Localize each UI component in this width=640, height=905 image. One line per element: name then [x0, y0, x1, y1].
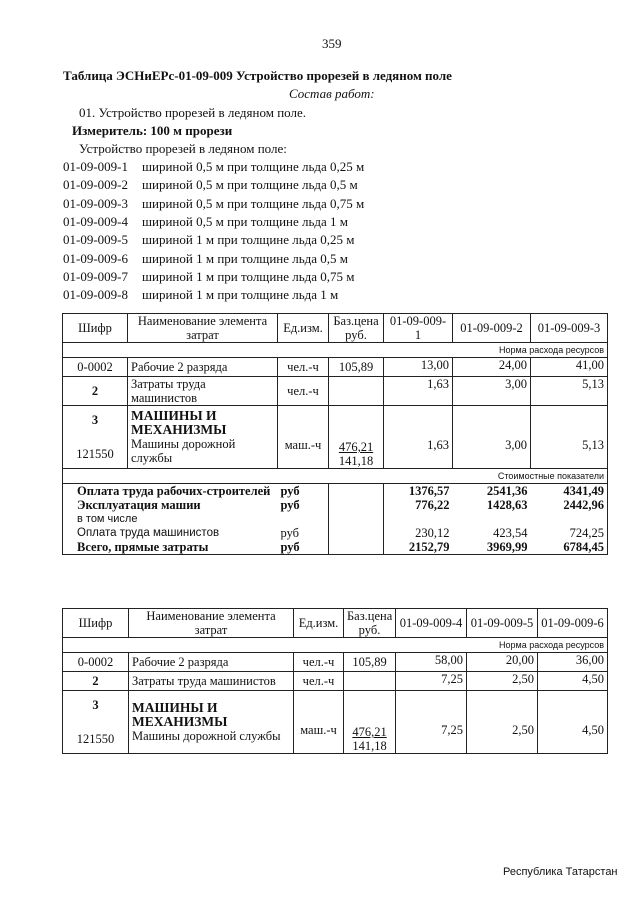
- row-value: 5,13: [531, 377, 608, 406]
- machine-price: [344, 691, 396, 754]
- header-row: [63, 314, 608, 343]
- group-name: МАШИНЫ И МЕХАНИЗМЫ: [132, 700, 228, 729]
- machine-value: 7,25: [396, 691, 467, 754]
- section-norms: Норма расхода ресурсов: [63, 638, 608, 653]
- cost-value: 2152,79: [384, 540, 453, 555]
- code-item-code: 01-09-009-3: [63, 195, 128, 211]
- cost-value: 1428,63: [486, 498, 528, 512]
- code-item-code: 01-09-009-7: [63, 268, 128, 284]
- cost-name: в том числе: [63, 512, 278, 526]
- row-value: 24,00: [453, 358, 531, 377]
- machine-name: Машины дорожной службы: [132, 729, 281, 743]
- group-name: МАШИНЫ И МЕХАНИЗМЫ: [131, 408, 227, 437]
- row-price: [344, 672, 396, 691]
- row-value: 1,63: [384, 377, 453, 406]
- row-value: 13,00: [384, 358, 453, 377]
- header-column: 01-09-009-5: [467, 609, 538, 638]
- code-item-desc: шириной 0,5 м при толщине льда 0,5 м: [142, 177, 358, 193]
- header-code: Шифр: [63, 609, 129, 638]
- code-item-code: 01-09-009-1: [63, 159, 128, 174]
- group-code: 3: [92, 698, 99, 712]
- machine-code: 121550: [76, 732, 115, 746]
- code-item-code: 01-09-009-6: [63, 250, 128, 266]
- cost-unit: руб: [278, 526, 329, 540]
- cost-price: [329, 540, 384, 555]
- page-number: 359: [322, 36, 342, 51]
- row-code: 0-0002: [63, 653, 129, 672]
- row-name: Затраты труда машинистов: [128, 377, 278, 406]
- cost-unit: [278, 512, 329, 526]
- row-name: Рабочие 2 разряда: [128, 358, 278, 377]
- cost-unit: руб: [278, 540, 329, 555]
- row-value: 7,25: [396, 672, 467, 691]
- machine-name: [129, 691, 294, 754]
- machines-row: [63, 691, 608, 754]
- machine-price-2: 141,18: [352, 739, 387, 753]
- table-row: [63, 653, 608, 672]
- machine-unit: маш.-ч: [278, 406, 329, 469]
- row-unit: чел.-ч: [278, 358, 329, 377]
- row-code: 0-0002: [63, 358, 128, 377]
- header-column: 01-09-009-2: [453, 314, 531, 343]
- cost-name: Эксплуатация машии: [63, 498, 278, 512]
- code-item-code: 01-09-009-4: [63, 213, 128, 229]
- header-price: Баз.цена руб.: [329, 314, 384, 343]
- code-item-code: 01-09-009-8: [63, 287, 128, 303]
- cost-price: [329, 512, 384, 526]
- machine-value: 3,00: [453, 406, 531, 469]
- cost-name: Оплата труда машинистов: [63, 526, 278, 540]
- cost-value: [453, 512, 531, 526]
- row-price: 105,89: [329, 358, 384, 377]
- cost-row: [63, 512, 608, 526]
- composition-heading: Состав работ:: [289, 86, 375, 101]
- section-norms: Норма расхода ресурсов: [63, 343, 608, 358]
- header-column: 01-09-009-6: [538, 609, 608, 638]
- cost-value: 776,22: [415, 498, 450, 512]
- code-item-desc: шириной 1 м при толщине льда 0,25 м: [142, 232, 355, 248]
- composition-item: 01. Устройство прорезей в ледяном поле.: [79, 105, 307, 120]
- code-item-desc: шириной 1 м при толщине льда 0,75 м: [142, 268, 355, 284]
- cost-value: [384, 512, 453, 526]
- machine-code: 121550: [76, 447, 114, 461]
- header-name: Наименование элемента затрат: [129, 609, 294, 638]
- header-unit: Ед.изм.: [278, 314, 329, 343]
- row-price: [329, 377, 384, 406]
- row-code: 2: [63, 672, 129, 691]
- group-code: 3: [91, 413, 99, 427]
- cost-row: [63, 526, 608, 540]
- row-value: 36,00: [538, 653, 608, 672]
- row-value: 20,00: [467, 653, 538, 672]
- header-price: Баз.цена руб.: [344, 609, 396, 638]
- cost-price: [329, 526, 384, 540]
- cost-price: [329, 484, 384, 499]
- code-item-code: 01-09-009-5: [63, 232, 128, 248]
- row-unit: чел.-ч: [294, 653, 344, 672]
- machine-name: [128, 406, 278, 469]
- machine-unit: маш.-ч: [294, 691, 344, 754]
- section-row: [63, 469, 608, 484]
- meter: Измеритель: 100 м прорези: [72, 123, 233, 138]
- header-column: 01-09-009-4: [396, 609, 467, 638]
- cost-value: 2442,96: [531, 498, 608, 512]
- row-value: 2,50: [467, 672, 538, 691]
- cost-value: 423,54: [493, 526, 528, 540]
- cost-name: Оплата труда рабочих-строителей: [63, 484, 278, 499]
- header-column: 01-09-009-3: [531, 314, 608, 343]
- header-code: Шифр: [63, 314, 128, 343]
- header-name: Наименование элемента затрат: [128, 314, 278, 343]
- row-price: 105,89: [344, 653, 396, 672]
- resource-table-1: [62, 313, 608, 555]
- cost-value: 2541,36: [486, 484, 528, 498]
- machine-price-2: 141,18: [338, 454, 374, 468]
- machine-value: 2,50: [467, 691, 538, 754]
- cost-value: 1376,57: [408, 484, 450, 498]
- section-costs: Стоимостные показатели: [63, 469, 608, 484]
- section-row: [63, 343, 608, 358]
- machine-value: 1,63: [384, 406, 453, 469]
- row-unit: чел.-ч: [294, 672, 344, 691]
- table-row: [63, 672, 608, 691]
- row-name: Рабочие 2 разряда: [129, 653, 294, 672]
- row-value: 41,00: [531, 358, 608, 377]
- machine-value: 4,50: [538, 691, 608, 754]
- cost-price: [329, 498, 384, 512]
- cost-value: 230,12: [415, 526, 450, 540]
- cost-value: 4341,49: [531, 484, 608, 499]
- code-item-code: 01-09-009-2: [63, 177, 128, 193]
- code-item-desc: шириной 1 м при толщине льда 1 м: [142, 287, 339, 303]
- header-row: [63, 609, 608, 638]
- table-title: Таблица ЭСНиЕРс-01-09-009 Устройство прорезей в ледяном поле: [63, 68, 452, 83]
- cost-row: [63, 540, 608, 555]
- row-value: 4,50: [538, 672, 608, 691]
- table-row: [63, 358, 608, 377]
- row-value: 3,00: [453, 377, 531, 406]
- code-item-desc: шириной 0,5 м при толщине льда 0,75 м: [142, 195, 365, 211]
- cost-row: [63, 484, 608, 499]
- section-row: [63, 638, 608, 653]
- machine-code: [63, 406, 128, 469]
- row-value: 58,00: [396, 653, 467, 672]
- code-item-desc: шириной 0,5 м при толщине льда 0,25 м: [142, 159, 365, 174]
- header-unit: Ед.изм.: [294, 609, 344, 638]
- footer-region: Республика Татарстан: [503, 866, 618, 878]
- machine-price: 476,21: [338, 440, 374, 454]
- code-item-desc: шириной 1 м при толщине льда 0,5 м: [142, 250, 349, 266]
- cost-row: [63, 498, 608, 512]
- row-name: Затраты труда машинистов: [129, 672, 294, 691]
- cost-value: [531, 512, 608, 526]
- row-unit: чел.-ч: [278, 377, 329, 406]
- cost-name: Всего, прямые затраты: [63, 540, 278, 555]
- table-row: [63, 377, 608, 406]
- machine-price: [329, 406, 384, 469]
- machine-code: [63, 691, 129, 754]
- cost-value: 3969,99: [453, 540, 531, 555]
- resource-table-2: [62, 608, 608, 754]
- cost-value: 6784,45: [531, 540, 608, 555]
- cost-unit: руб: [278, 498, 329, 512]
- cost-value: 724,25: [531, 526, 608, 540]
- machine-value: 5,13: [531, 406, 608, 469]
- intro: Устройство прорезей в ледяном поле:: [79, 141, 287, 156]
- header-column: 01-09-009-1: [384, 314, 453, 343]
- row-code: 2: [63, 377, 128, 406]
- code-item-desc: шириной 0,5 м при толщине льда 1 м: [142, 213, 349, 229]
- machine-name: Машины дорожной службы: [131, 437, 236, 465]
- machines-row: [63, 406, 608, 469]
- machine-price: 476,21: [352, 725, 387, 739]
- cost-unit: руб: [278, 484, 329, 499]
